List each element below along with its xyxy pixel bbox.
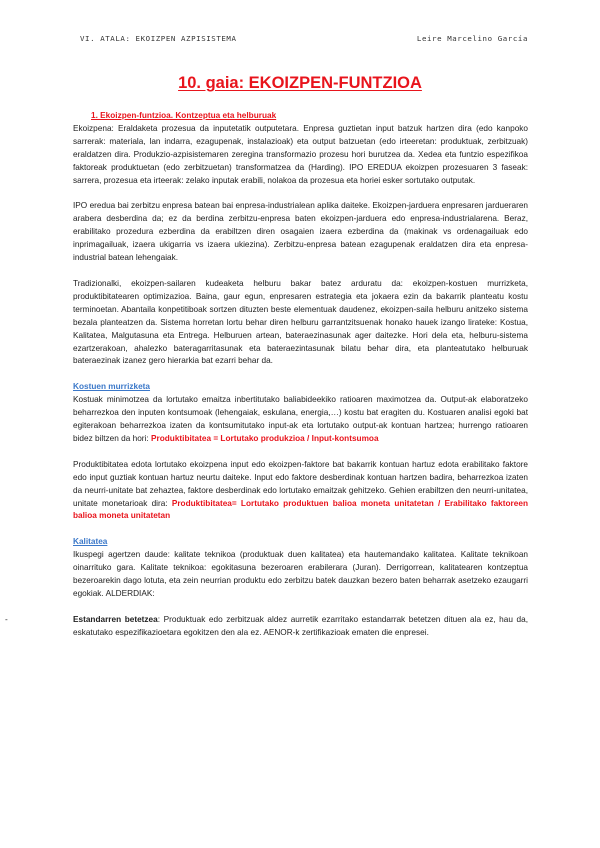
bullet-text: : Produktuak edo zerbitzuak aldez aurretik ezarritako estandarrak betetzen dituen ala ez, hau da, eskatutako espezifikazioetara egokitzen den ala ez. AENOR-k zertifikazioak ematen die enpresei.	[73, 614, 528, 637]
subheading-kostuen: Kostuen murrizketa	[73, 382, 151, 392]
page-title: 10. gaia: EKOIZPEN-FUNTZIOA	[178, 74, 422, 92]
paragraph: IPO eredua bai zerbitzu enpresa batean bai enpresa-industrialean aplika daiteke. Ekoizpen-jarduera enpresaren jardueraren arabera desberdina da; ez da berdina zerbitzu-enpresa baten ekoizpen-jarduera edo enpresa-industrialarena. Beraz, erabilitako prozedura ezberdina da erabiltzen diren osagaien izaera ezberdina da (makinak vs ordenagailuak edo inprimagailuak, izaera ukigarria vs izaera ukiezina). Zerbitzu-enpresa batean ezagupenak eraldatzen dira eta enpresa-industrial batean lehengaiak.	[73, 201, 528, 263]
formula-productivity: Produktibitatea = Lortutako produkzioa / Input-kontsumoa	[150, 433, 379, 443]
paragraph-text: Produktibitatea edota lortutako ekoizpena input edo ekoizpen-faktore bat bakarrik kontuan hartuz edota erabilitako faktore edo input guztiak kontuan hartuz neurtu daiteke. Input edo faktore desberdinak kontuan hartzen badira, beharrezkoa izaten da neurri-unitate bat zehaztea, faktore desberdinak edo lortutako emaitzak gehitzeko. Gehien erabiltzen den neurri-unitatea, unitate monetarioak dira:	[73, 459, 528, 508]
page-header	[80, 34, 528, 43]
paragraph	[73, 394, 528, 446]
bullet-term: Estandarren betetzea	[73, 614, 158, 624]
paragraph	[73, 459, 528, 524]
bullet-dash: -	[5, 614, 8, 624]
paragraph-text: Kostuak minimotzea da lortutako emaitza inbertitutako baliabideekiko ratioaren maximotzea da. Output-ak elaboratzeko beharrezkoa den inputen kontsumoak (lehengaiak, eskulana, energia,…) kostu bat eragiten du. Kostuaren analisi egoki bat egiterakoan beharrezkoa izaten da kontsumitutako input-ak eta lortutako output-ak kontuan hartzea; hurrengo ratioaren bidez biltzen da hori:	[73, 395, 528, 443]
formula-monetary: Produktibitatea= Lortutako produktuen balioa moneta unitatetan / Erabilitako faktoreen balioa moneta unitatetan	[73, 498, 528, 521]
document-body	[5, 110, 528, 640]
paragraph: Ikuspegi agertzen daude: kalitate teknikoa (produktuak duen kalitatea) eta hautemandako kalitatea. Kalitate teknikoan oinarrituko gara. Kalitate teknikoa: egokitasuna bezeroaren erabilerara (Juran). Derrigorrean, kalitatearen kontzeptua bezeroarekin dago lotuta, eta zein neurrian produktu edo zerbitzu batek dauzkan bezero baten beharrak asetzeko ezaugarri egokiak. ALDERDIAK:	[73, 550, 528, 598]
subheading-kalitatea: Kalitatea	[73, 537, 108, 547]
list-item	[5, 614, 528, 640]
section-heading: 1. Ekoizpen-funtzioa. Kontzeptua eta helburuak	[91, 111, 277, 120]
header-right: Leire Marcelino García	[416, 34, 528, 43]
header-left: VI. ATALA: EKOIZPEN AZPISISTEMA	[80, 34, 237, 43]
paragraph: Tradizionalki, ekoizpen-sailaren kudeaketa helburu bakar batez arduratu da: ekoizpen-kostuen murrizketa, produktibitatearen optimizazioa. Baina, gaur egun, enpresaren estrategia eta jokaera ezin da bakarrik planteatu kostu terminoetan. Abantaila konpetitiboak sortzen dituzten beste elementuak daudenez, ekoizpen-saila helburu anitzeko sistema bezala planteatzen da. Sistema horretan lortu behar diren helburu garrantzitsuenak honako hauek izango lirateke: Kostua, Kalitatea, Malgutasuna eta Entrega. Helburuen artean, bateraezinasunak ager daitezke. Hori dela eta, helburu-sistema ezartzerakoan, ahalezko bateragarritasunak eta bateraezintasunak bilatu behar dira, eta planteatutako helburuak bateraezinak izanez gero hierarkia bat ezarri behar da.	[73, 278, 528, 366]
paragraph: Ekoizpena: Eraldaketa prozesua da inputetatik outputetara. Enpresa guztietan input batzuk hartzen dira (edo kanpoko sarrerak: materiala, lan indarra, ezagupenak, instalazioak) eta output batzuetan (edo irteeretan: produktuak, zerbitzuak) eraldatzen dira. Produkzio-azpisistemaren zeregina transformazio prozesu hori burutzea da. Xedea eta funtzio espezifikoa faktoreak produktuetan (edo zerbitzuetan) transformatzea da (Harding). IPO EREDUA ekoizpen prozesuaren 3 faseak: sarrera, prozesua eta irteerak: zelako inputak erabili, nolakoa da prozesua eta horiei esker sortutako outputak.	[73, 123, 528, 185]
